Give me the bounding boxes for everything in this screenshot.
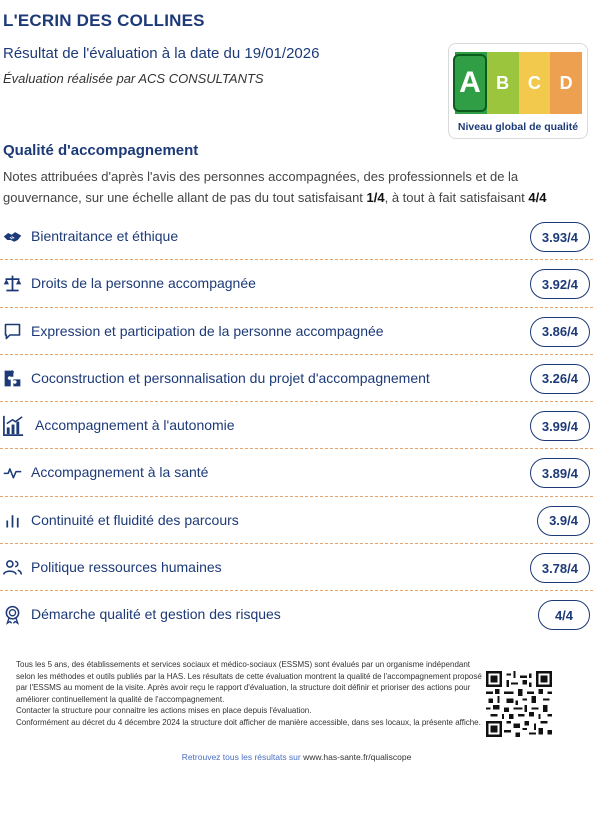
criterion-row <box>0 213 593 260</box>
puzzle-icon <box>2 368 23 389</box>
balance-scale-icon <box>2 273 23 294</box>
qualiscope-link[interactable]: www.has-sante.fr/qualiscope <box>303 752 412 762</box>
quality-grade-card <box>448 43 588 139</box>
criterion-score: 3.92/4 <box>530 269 590 299</box>
criterion-row <box>0 497 593 544</box>
grade-b: B <box>487 52 519 114</box>
intro-max-score: 4/4 <box>528 190 547 205</box>
criterion-label: Coconstruction et personnalisation du projet d'accompagnement <box>31 369 430 386</box>
criterion-label: Bientraitance et éthique <box>31 228 179 244</box>
intro-min-score: 1/4 <box>366 190 385 205</box>
heartbeat-icon <box>2 462 23 483</box>
speech-bubble-icon <box>2 321 23 342</box>
criterion-score: 3.9/4 <box>537 506 590 536</box>
criterion-score: 3.93/4 <box>530 222 590 252</box>
criterion-row <box>0 402 593 449</box>
section-title: Qualité d'accompagnement <box>3 142 199 159</box>
grade-caption: Niveau global de qualité <box>457 121 579 133</box>
criterion-row <box>0 260 593 307</box>
criterion-label: Expression et participation de la personne accompagnée <box>31 322 384 339</box>
criterion-label: Droits de la personne accompagnée <box>31 275 256 292</box>
grade-c: C <box>519 52 551 114</box>
grade-d: D <box>550 52 582 114</box>
criterion-label: Continuité et fluidité des parcours <box>31 511 239 528</box>
growth-chart-icon <box>2 414 25 437</box>
quality-badge-icon <box>2 604 23 625</box>
criterion-label: Politique ressources humaines <box>31 559 222 576</box>
criterion-label: Accompagnement à la santé <box>31 464 209 481</box>
qr-code-icon[interactable] <box>486 671 552 737</box>
criterion-score: 3.89/4 <box>530 458 590 488</box>
people-icon <box>2 557 23 578</box>
criterion-score: 4/4 <box>538 600 590 630</box>
footer-notice <box>16 659 482 729</box>
criteria-list <box>0 213 593 639</box>
footer-paragraph: Conformément au décret du 4 décembre 2024 la structure doit afficher de manière accessible, dans ses locaux, la présente affiche. <box>16 717 481 727</box>
section-intro <box>3 166 588 208</box>
criterion-row <box>0 591 593 638</box>
criterion-score: 3.26/4 <box>530 364 590 394</box>
criterion-score: 3.86/4 <box>530 317 590 347</box>
criterion-score: 3.99/4 <box>530 411 590 441</box>
grade-active-badge: A <box>453 54 487 112</box>
grade-a <box>455 52 487 114</box>
footer-paragraph: Tous les 5 ans, des établissements et services sociaux et médico-sociaux (ESSMS) sont évalués par un organisme indépendant selon les méthodes et outils publiés par la HAS. Les résultats de cette évaluation montrent la qualité de l'accompagnement proposé par l'ESSMS au moment de la visite. Après avoir reçu le rapport d'évaluation, la structure doit définir et prioriser des actions pour améliorer continuellement la qualité de l'accompagnement. <box>16 660 482 704</box>
footer-paragraph: Contacter la structure pour connaitre les actions mises en place depuis l'évaluation. <box>16 706 312 716</box>
criterion-row <box>0 544 593 591</box>
criterion-row <box>0 449 593 496</box>
intro-text: Notes attribuées d'après l'avis des personnes accompagnées, des professionnels et de la gouvernance, sur une échelle allant de pas du tout satisfaisant <box>3 169 519 205</box>
result-title: Résultat de l'évaluation à la date du 19/01/2026 <box>3 45 320 62</box>
criterion-score: 3.78/4 <box>530 553 590 583</box>
footer-link-prefix: Retrouvez tous les résultats sur <box>181 752 304 762</box>
criterion-label: Accompagnement à l'autonomie <box>35 417 235 434</box>
criterion-label: Démarche qualité et gestion des risques <box>31 606 281 623</box>
evaluator-line: Évaluation réalisée par ACS CONSULTANTS <box>3 71 264 86</box>
org-name: L'ECRIN DES COLLINES <box>3 11 205 30</box>
intro-mid-text: , à tout à fait satisfaisant <box>384 190 529 205</box>
footer-link-line <box>0 752 593 762</box>
handshake-icon <box>2 226 23 247</box>
criterion-row <box>0 355 593 402</box>
grade-scale <box>455 52 582 114</box>
bar-chart-icon <box>2 510 23 531</box>
criterion-row <box>0 308 593 355</box>
